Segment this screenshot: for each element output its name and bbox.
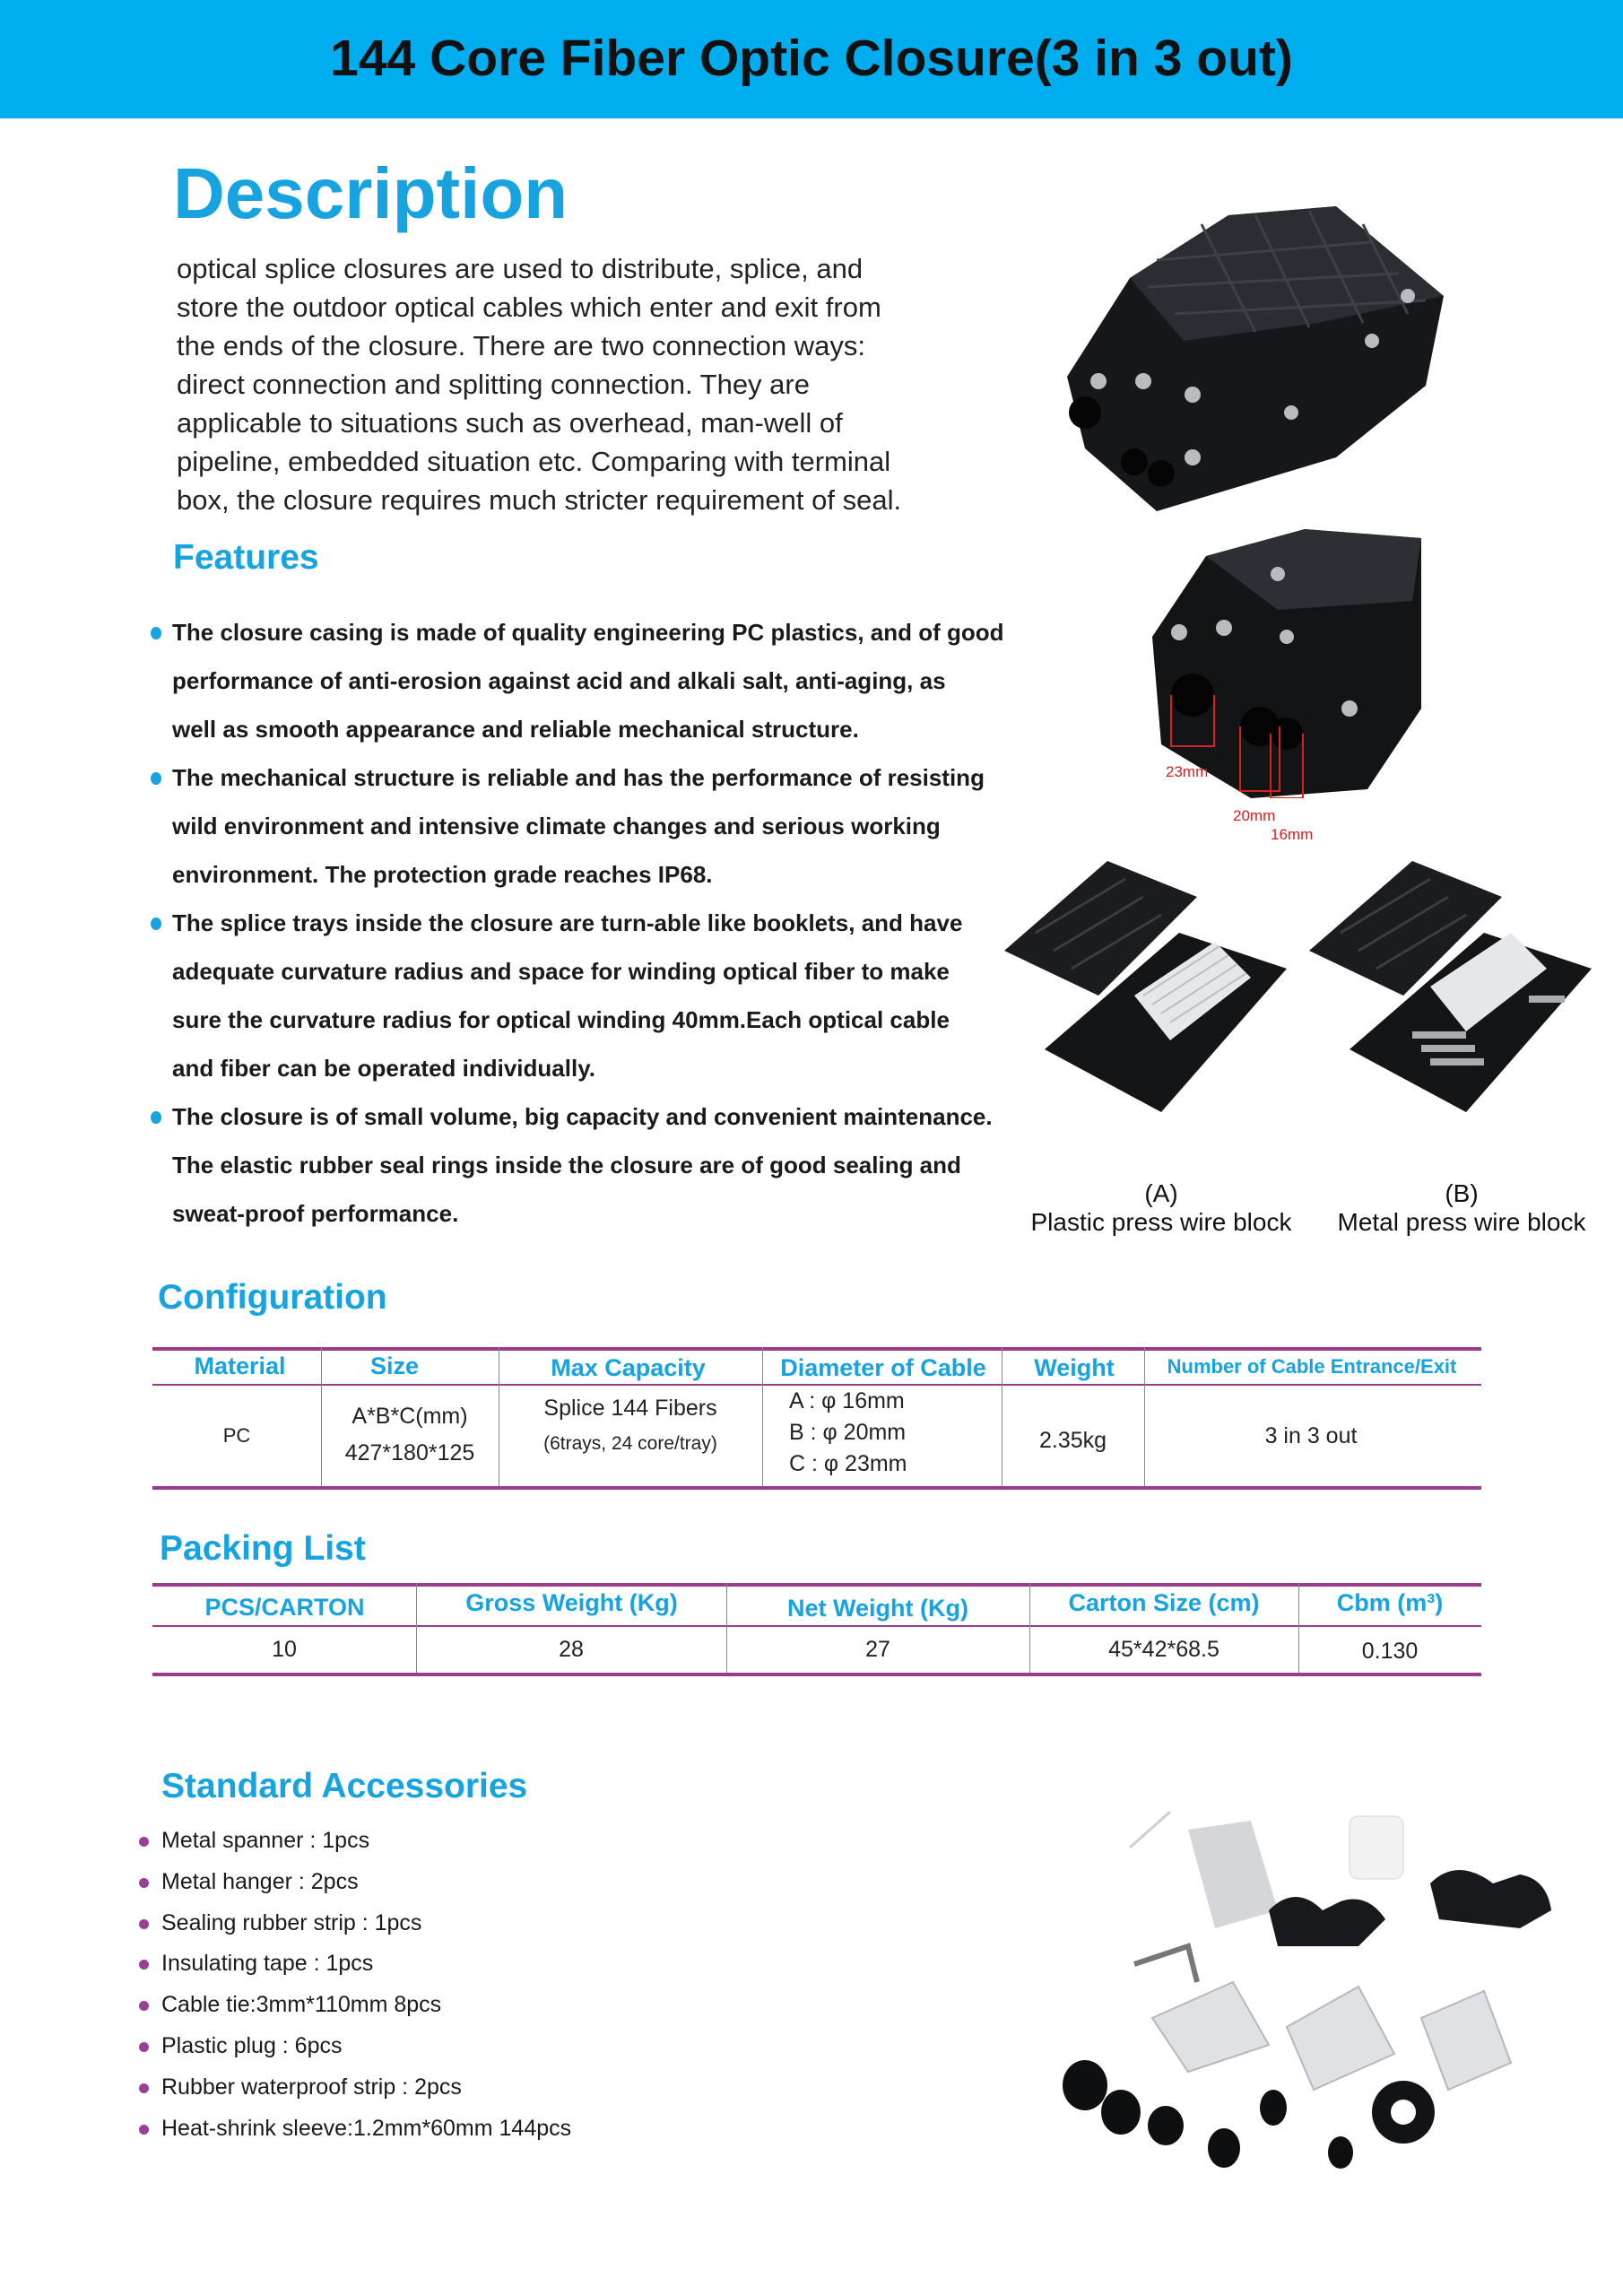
dimension-label-20mm: 20mm	[1233, 807, 1276, 824]
closure-end-detail-image	[1143, 529, 1421, 798]
bullet-icon	[139, 1878, 149, 1888]
accessory-item	[139, 1862, 571, 1903]
config-header-rule	[152, 1384, 1481, 1386]
config-diameter-c: C : φ 23mm	[789, 1451, 907, 1476]
features-list	[151, 608, 1011, 1238]
feature-item-continued	[151, 802, 1011, 850]
config-divider	[1144, 1347, 1145, 1488]
accessory-text: Metal hanger : 2pcs	[161, 1868, 359, 1894]
accessory-item	[139, 1821, 571, 1862]
feature-line: adequate curvature radius and space for winding optical fiber to make	[172, 958, 950, 985]
packing-header-cbm: Cbm (m³)	[1336, 1589, 1444, 1616]
bullet-icon	[139, 2083, 149, 2093]
packing-header-gross: Gross Weight (Kg)	[465, 1589, 678, 1616]
accessory-text: Rubber waterproof strip : 2pcs	[161, 2074, 462, 2100]
feature-item	[151, 899, 1011, 947]
bullet-icon	[139, 2001, 149, 2011]
feature-line: well as smooth appearance and reliable mechanical structure.	[172, 716, 859, 743]
packing-heading: Packing List	[160, 1529, 366, 1568]
feature-line: and fiber can be operated individually.	[172, 1055, 595, 1082]
packing-carton: 45*42*68.5	[1108, 1637, 1219, 1662]
config-header-size: Size	[369, 1352, 420, 1379]
packing-header-pcs: PCS/CARTON	[204, 1594, 365, 1621]
feature-item	[151, 608, 1011, 657]
config-diameter-b: B : φ 20mm	[789, 1420, 907, 1445]
feature-line: The closure is of small volume, big capacity and convenient maintenance.	[172, 1103, 993, 1130]
feature-item-continued	[151, 1141, 1011, 1189]
config-capacity-main: Splice 144 Fibers	[543, 1396, 717, 1421]
config-size-label: A*B*C(mm)	[352, 1404, 468, 1429]
packing-net: 27	[865, 1637, 890, 1662]
config-entrance: 3 in 3 out	[1264, 1423, 1358, 1448]
description-line: optical splice closures are used to distribute, splice, and	[177, 253, 864, 284]
accessory-text: Cable tie:3mm*110mm 8pcs	[161, 1992, 442, 2018]
description-heading: Description	[173, 153, 568, 233]
bullet-icon	[151, 627, 161, 639]
accessory-item	[139, 2067, 571, 2109]
feature-item-continued	[151, 850, 1011, 899]
description-line: store the outdoor optical cables which enter and exit from	[177, 291, 881, 323]
packing-header-net: Net Weight (Kg)	[787, 1595, 968, 1622]
description-line: the ends of the closure. There are two connection ways:	[177, 330, 865, 361]
config-header-weight: Weight	[1034, 1354, 1115, 1381]
accessory-text: Sealing rubber strip : 1pcs	[161, 1909, 422, 1935]
accessory-item	[139, 2109, 571, 2150]
accessory-text: Metal spanner : 1pcs	[161, 1828, 370, 1853]
feature-line: performance of anti-erosion against acid and alkali salt, anti-aging, as	[172, 667, 946, 694]
bullet-icon	[151, 772, 161, 785]
caption-b-text: Metal press wire block	[1337, 1208, 1586, 1236]
packing-top-rule	[152, 1583, 1481, 1587]
feature-item-continued	[151, 657, 1011, 705]
dimension-label-23mm: 23mm	[1166, 763, 1209, 780]
feature-item-continued	[151, 947, 1011, 996]
config-header-material: Material	[194, 1352, 286, 1379]
bullet-icon	[139, 1837, 149, 1847]
bullet-icon	[151, 1111, 161, 1124]
config-capacity-sub: (6trays, 24 core/tray)	[543, 1433, 717, 1454]
feature-line: The splice trays inside the closure are turn-able like booklets, and have	[172, 909, 963, 936]
accessory-text: Heat-shrink sleeve:1.2mm*60mm 144pcs	[161, 2115, 572, 2141]
feature-item	[151, 753, 1011, 802]
feature-line: The elastic rubber seal rings inside the closure are of good sealing and	[172, 1152, 961, 1178]
bullet-icon	[139, 2042, 149, 2052]
packing-gross: 28	[559, 1637, 584, 1662]
description-line: direct connection and splitting connection. They are	[177, 369, 810, 400]
caption-a-text: Plastic press wire block	[1030, 1208, 1292, 1236]
bullet-icon	[139, 1919, 149, 1929]
config-top-rule	[152, 1347, 1481, 1351]
feature-line: wild environment and intensive climate changes and serious working	[172, 813, 941, 839]
feature-item-continued	[151, 1044, 1011, 1092]
caption-b-letter: (B)	[1445, 1179, 1479, 1207]
accessory-item	[139, 1985, 571, 2026]
closure-open-plastic-image	[1000, 861, 1287, 1112]
config-size-value: 427*180*125	[344, 1440, 475, 1465]
packing-bottom-rule	[152, 1673, 1481, 1676]
config-header-diameter: Diameter of Cable	[780, 1354, 986, 1381]
caption-a	[1013, 1179, 1309, 1237]
caption-a-letter: (A)	[1144, 1179, 1178, 1207]
bullet-icon	[139, 2125, 149, 2135]
feature-item-continued	[151, 1189, 1011, 1238]
bullet-icon	[151, 918, 161, 930]
bullet-icon	[139, 1960, 149, 1970]
packing-pcs: 10	[272, 1637, 297, 1662]
config-header-capacity: Max Capacity	[551, 1354, 706, 1381]
packing-cbm: 0.130	[1361, 1639, 1419, 1664]
feature-line: The mechanical structure is reliable and has the performance of resisting	[172, 764, 985, 791]
packing-header-rule	[152, 1625, 1481, 1627]
feature-item-continued	[151, 996, 1011, 1044]
accessory-text: Plastic plug : 6pcs	[161, 2032, 343, 2058]
accessory-item	[139, 1903, 571, 1944]
accessory-text: Insulating tape : 1pcs	[161, 1951, 374, 1977]
config-bottom-rule	[152, 1486, 1481, 1490]
description-line: applicable to situations such as overhead, man-well of	[177, 407, 843, 439]
feature-line: sweat-proof performance.	[172, 1200, 459, 1227]
dimension-label-16mm: 16mm	[1271, 826, 1314, 843]
packing-header-carton: Carton Size (cm)	[1068, 1589, 1260, 1616]
accessory-item	[139, 2026, 571, 2067]
description-line: box, the closure requires much stricter requirement of seal.	[177, 484, 902, 516]
feature-item-continued	[151, 705, 1011, 753]
configuration-heading: Configuration	[158, 1278, 387, 1317]
feature-item	[151, 1092, 1011, 1141]
accessory-item	[139, 1944, 571, 1985]
description-text	[177, 249, 948, 519]
accessories-list	[139, 1821, 571, 2149]
config-weight: 2.35kg	[1038, 1428, 1107, 1453]
feature-line: sure the curvature radius for optical winding 40mm.Each optical cable	[172, 1006, 950, 1033]
config-divider	[762, 1347, 763, 1488]
accessories-heading: Standard Accessories	[161, 1767, 528, 1805]
closure-closed-image	[1049, 188, 1462, 520]
feature-line: environment. The protection grade reaches IP68.	[172, 861, 713, 888]
description-line: pipeline, embedded situation etc. Comparing with terminal	[177, 446, 891, 477]
config-material: PC	[222, 1424, 251, 1447]
accessories-image	[1054, 1803, 1556, 2179]
config-diameter-a: A : φ 16mm	[789, 1388, 905, 1413]
config-header-entrance: Number of Cable Entrance/Exit	[1167, 1355, 1457, 1378]
feature-line: The closure casing is made of quality engineering PC plastics, and of good	[172, 619, 1004, 646]
caption-b	[1318, 1179, 1605, 1237]
closure-open-metal-image	[1305, 861, 1592, 1112]
features-heading: Features	[173, 538, 319, 577]
page-title: 144 Core Fiber Optic Closure(3 in 3 out)	[330, 30, 1293, 87]
